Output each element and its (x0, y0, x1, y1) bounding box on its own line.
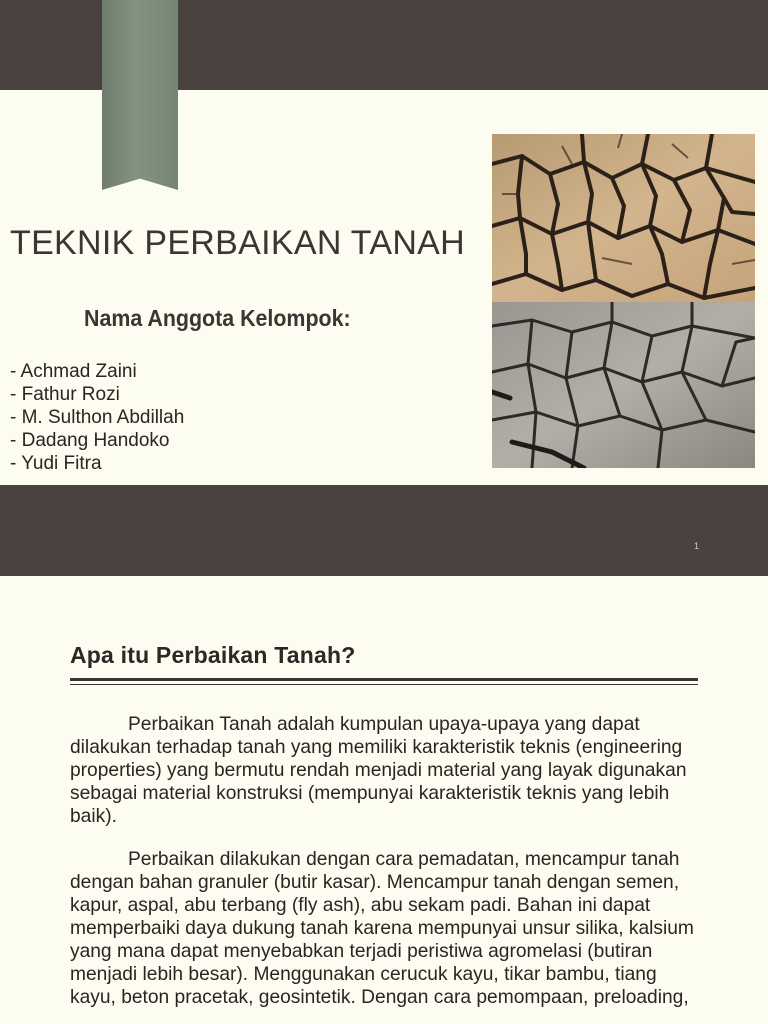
slide-title: TEKNIK PERBAIKAN TANAH (10, 224, 466, 262)
heading-divider-thin (70, 684, 698, 685)
member-item: - Yudi Fitra (10, 453, 102, 474)
content-slide (0, 576, 768, 1024)
slide-number: 1 (694, 541, 700, 551)
body-paragraph: Perbaikan dilakukan dengan cara pemadatan, mencampur tanah dengan bahan granuler (butir kasar). Mencampur tanah dengan semen, kapur, aspal, abu terbang (fly ash), abu sekam padi. Bahan ini dapat memperbaiki daya dukung tanah karena mempunyai unsur silika, kalsium yang mana dapat menyebabkan terjadi peristiwa agromelasi (butiran menjadi lebih besar). Menggunakan cerucuk kayu, tikar bambu, tiang kayu, beton pracetak, geosintetik. Dengan cara pemompaan, preloading, (70, 849, 694, 1008)
member-item: - Achmad Zaini (10, 361, 137, 382)
member-item: - Dadang Handoko (10, 430, 170, 451)
bottom-band (0, 485, 768, 576)
section-heading: Apa itu Perbaikan Tanah? (70, 642, 356, 668)
cracked-dry-soil-photo (492, 134, 755, 302)
bookmark-ribbon (102, 0, 178, 190)
members-heading: Nama Anggota Kelompok: (84, 305, 351, 331)
member-item: - M. Sulthon Abdillah (10, 407, 185, 428)
members-list (10, 360, 184, 475)
member-item: - Fathur Rozi (10, 384, 120, 405)
cracked-grey-soil-photo (492, 302, 755, 468)
heading-divider (70, 678, 698, 681)
body-paragraph: Perbaikan Tanah adalah kumpulan upaya-upaya yang dapat dilakukan terhadap tanah yang memiliki karakteristik teknis (engineering properties) yang bermutu rendah menjadi material yang layak digunakan sebagai material konstruksi (mempunyai karakteristik teknis yang lebih baik). (70, 714, 687, 827)
